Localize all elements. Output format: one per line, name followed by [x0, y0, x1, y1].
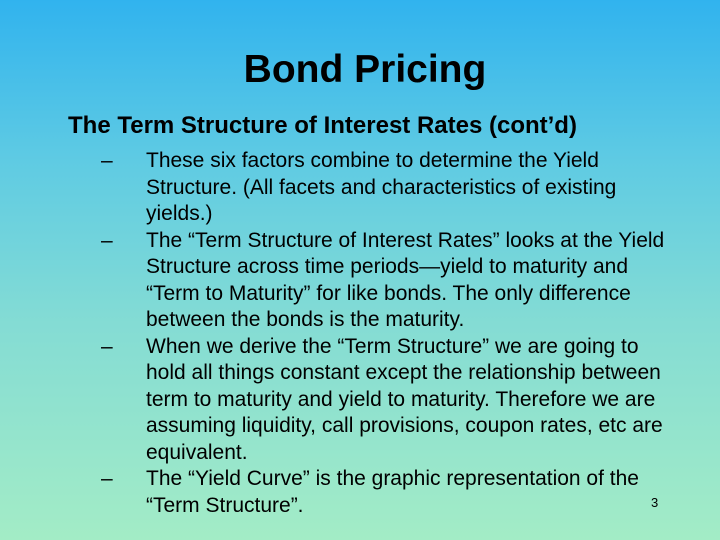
slide-subtitle: The Term Structure of Interest Rates (cont’d) [68, 112, 577, 139]
page-number: 3 [651, 495, 659, 510]
bullet-list [0, 148, 720, 519]
bullet-dash: – [101, 334, 113, 358]
bullet-item [0, 466, 676, 519]
bullet-dash: – [101, 467, 113, 490]
bullet-text: These six factors combine to determine the Yield Structure. (All facets and characteristics of existing yields.) [146, 149, 617, 225]
bullet-text: The “Yield Curve” is the graphic representation of the “Term Structure”. [146, 467, 639, 517]
bullet-dash: – [101, 149, 113, 172]
slide-title: Bond Pricing [243, 48, 487, 91]
bullet-text: The “Term Structure of Interest Rates” looks at the Yield Structure across time periods—yield to maturity and “Term to Maturity” for like bonds. The only difference between the bonds is the maturity. [146, 228, 665, 331]
bullet-item [0, 228, 676, 334]
bullet-item [0, 334, 676, 467]
bullet-text: When we derive the “Term Structure” we are going to hold all things constant except the relationship between term to maturity and yield to maturity. Therefore we are assuming liquidity, call provisions, coupon rates, etc are equivalent. [146, 334, 663, 464]
bullet-item [0, 148, 676, 228]
bullet-dash: – [101, 228, 113, 252]
